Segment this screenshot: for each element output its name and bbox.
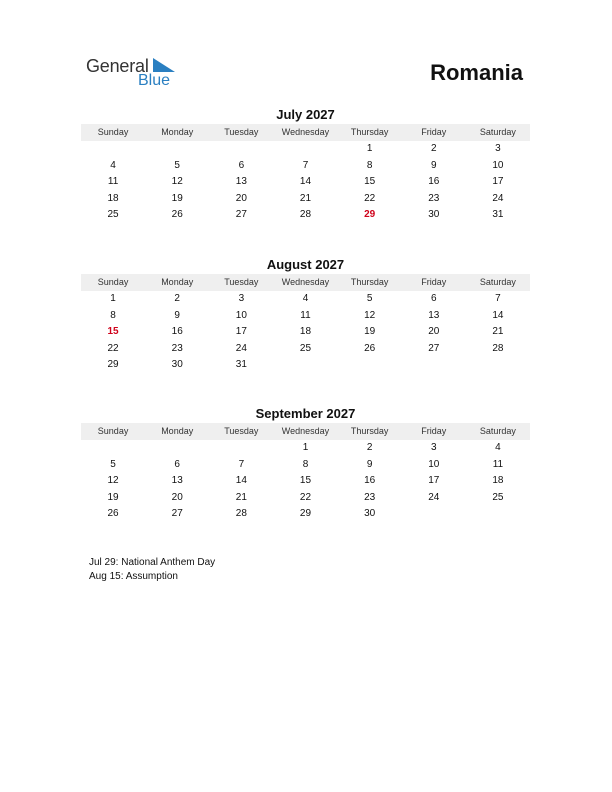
day-cell: 29 <box>299 508 312 519</box>
day-cell <box>81 141 145 158</box>
day-cell: 24 <box>235 342 247 354</box>
weekday-label: Wednesday <box>281 277 330 287</box>
day-cell <box>273 141 337 158</box>
week-row <box>81 308 530 325</box>
holiday-day-cell: 15 <box>107 326 119 337</box>
weekday-header-row <box>81 423 530 440</box>
day-cell: 3 <box>495 143 501 154</box>
day-cell: 10 <box>492 159 504 171</box>
day-cell: 16 <box>171 326 183 337</box>
week-row <box>81 490 530 507</box>
day-cell: 22 <box>364 192 376 204</box>
day-cell: 21 <box>235 491 247 503</box>
day-cell <box>81 440 145 457</box>
week-row <box>81 191 530 208</box>
day-cell: 8 <box>366 159 373 171</box>
day-cell: 14 <box>299 176 312 187</box>
day-cell: 12 <box>364 309 376 321</box>
week-row <box>81 506 530 523</box>
day-cell: 1 <box>366 143 373 154</box>
day-cell: 21 <box>299 192 312 204</box>
day-cell: 23 <box>171 342 183 354</box>
day-cell: 6 <box>238 159 245 171</box>
day-cell: 13 <box>171 475 183 486</box>
week-row <box>81 341 530 358</box>
day-cell: 6 <box>174 458 180 470</box>
holiday-note: Aug 15: Assumption <box>89 571 178 582</box>
day-cell: 31 <box>492 209 504 220</box>
day-cell: 17 <box>428 475 440 486</box>
day-cell: 3 <box>238 293 245 304</box>
day-cell: 11 <box>492 458 504 470</box>
day-cell: 29 <box>107 359 119 370</box>
day-cell: 13 <box>235 176 247 187</box>
weekday-label: Wednesday <box>281 127 330 137</box>
day-cell: 23 <box>364 491 376 503</box>
weekday-label: Sunday <box>97 127 129 137</box>
month-title: September 2027 <box>255 406 356 421</box>
day-cell: 10 <box>428 458 440 470</box>
weekday-label: Friday <box>421 127 447 137</box>
day-cell: 28 <box>235 508 247 519</box>
month-title: July 2027 <box>276 107 335 122</box>
weekday-label: Saturday <box>479 277 516 287</box>
weekday-label: Tuesday <box>224 127 259 137</box>
day-cell: 28 <box>299 209 312 220</box>
weekday-label: Monday <box>161 127 194 137</box>
weekday-label: Monday <box>161 426 194 436</box>
day-cell: 3 <box>430 442 437 453</box>
day-cell: 9 <box>366 458 373 470</box>
day-cell: 7 <box>238 458 245 470</box>
day-cell: 6 <box>430 293 437 304</box>
weekday-label: Saturday <box>479 127 516 137</box>
day-cell: 25 <box>299 342 312 354</box>
day-cell: 9 <box>174 309 180 321</box>
day-cell: 20 <box>171 491 183 503</box>
country-title: Romania <box>430 60 523 85</box>
day-cell: 1 <box>110 293 116 304</box>
day-cell <box>466 506 530 523</box>
day-cell: 18 <box>107 192 119 204</box>
day-cell: 25 <box>492 491 504 503</box>
day-cell: 2 <box>366 442 373 453</box>
day-cell: 30 <box>364 508 376 519</box>
day-cell: 23 <box>428 192 440 204</box>
weekday-label: Tuesday <box>224 277 259 287</box>
weekday-label: Saturday <box>479 426 516 436</box>
week-row <box>81 207 530 224</box>
day-cell: 19 <box>364 326 376 337</box>
day-cell <box>209 141 273 158</box>
week-row <box>81 324 530 341</box>
day-cell: 17 <box>235 326 247 337</box>
day-cell: 11 <box>300 309 311 321</box>
day-cell: 24 <box>492 192 504 204</box>
weekday-label: Thursday <box>350 277 389 287</box>
month-title: August 2027 <box>266 257 345 272</box>
weekday-label: Tuesday <box>224 426 259 436</box>
holiday-note: Jul 29: National Anthem Day <box>89 557 216 568</box>
day-cell: 26 <box>364 342 376 354</box>
day-cell: 20 <box>428 326 440 337</box>
day-cell: 4 <box>302 293 309 304</box>
weekday-label: Thursday <box>350 127 389 137</box>
logo <box>86 56 206 92</box>
day-cell <box>402 506 466 523</box>
day-cell: 30 <box>171 359 183 370</box>
day-cell: 20 <box>235 192 247 204</box>
day-cell <box>466 357 530 374</box>
day-cell: 30 <box>428 209 440 220</box>
day-cell: 25 <box>107 209 119 220</box>
day-cell: 28 <box>492 342 504 354</box>
month-block <box>81 405 530 523</box>
week-row <box>81 473 530 490</box>
day-cell: 26 <box>107 508 119 519</box>
day-cell <box>209 440 273 457</box>
holiday-notes <box>89 556 215 584</box>
logo-blue-text: Blue <box>138 72 171 89</box>
day-cell: 27 <box>235 209 247 220</box>
week-row <box>81 141 530 158</box>
weekday-label: Sunday <box>97 277 129 287</box>
weekday-label: Friday <box>421 277 447 287</box>
day-cell <box>145 141 209 158</box>
week-row <box>81 291 530 308</box>
day-cell: 8 <box>302 458 309 470</box>
day-cell: 12 <box>171 176 183 187</box>
day-cell: 5 <box>174 159 180 171</box>
weekday-label: Thursday <box>350 426 389 436</box>
week-row <box>81 357 530 374</box>
day-cell <box>273 357 337 374</box>
day-cell <box>338 357 402 374</box>
day-cell: 8 <box>110 309 116 321</box>
day-cell: 12 <box>107 475 119 486</box>
day-cell: 1 <box>302 442 309 453</box>
holiday-day-cell: 29 <box>364 209 376 220</box>
day-cell: 2 <box>430 143 437 154</box>
day-cell: 5 <box>366 293 373 304</box>
weekday-label: Monday <box>161 277 194 287</box>
weekday-label: Wednesday <box>281 426 330 436</box>
week-row <box>81 457 530 474</box>
day-cell: 9 <box>430 159 437 171</box>
day-cell: 18 <box>492 475 504 486</box>
month-block <box>81 256 530 374</box>
day-cell: 7 <box>302 159 309 171</box>
day-cell: 26 <box>171 209 183 220</box>
day-cell: 17 <box>492 176 504 187</box>
week-row <box>81 440 530 457</box>
day-cell: 22 <box>299 491 312 503</box>
weekday-label: Sunday <box>97 426 129 436</box>
logo-general-text: General <box>86 56 149 76</box>
week-row <box>81 174 530 191</box>
day-cell: 22 <box>107 342 119 354</box>
day-cell: 13 <box>428 309 440 321</box>
day-cell: 4 <box>495 442 501 453</box>
day-cell <box>402 357 466 374</box>
weekday-label: Friday <box>421 426 447 436</box>
day-cell: 24 <box>428 491 440 503</box>
day-cell: 2 <box>174 293 180 304</box>
day-cell: 15 <box>299 475 312 486</box>
day-cell <box>145 440 209 457</box>
month-block <box>81 106 530 224</box>
day-cell: 16 <box>428 176 440 187</box>
day-cell: 27 <box>428 342 440 354</box>
day-cell: 16 <box>364 475 376 486</box>
day-cell: 19 <box>107 491 119 503</box>
weekday-header-row <box>81 274 530 291</box>
day-cell: 18 <box>299 326 312 337</box>
day-cell: 5 <box>110 458 116 470</box>
day-cell: 4 <box>110 159 116 171</box>
day-cell: 19 <box>171 192 183 204</box>
day-cell: 14 <box>235 475 247 486</box>
week-row <box>81 158 530 175</box>
day-cell: 14 <box>492 309 504 321</box>
day-cell: 31 <box>235 359 247 370</box>
day-cell: 15 <box>364 176 376 187</box>
weekday-header-row <box>81 124 530 141</box>
day-cell: 21 <box>492 326 504 337</box>
day-cell: 11 <box>107 176 119 187</box>
day-cell: 7 <box>495 293 501 304</box>
logo-flag-icon <box>153 58 175 72</box>
day-cell: 27 <box>171 508 183 519</box>
day-cell: 10 <box>235 309 247 321</box>
